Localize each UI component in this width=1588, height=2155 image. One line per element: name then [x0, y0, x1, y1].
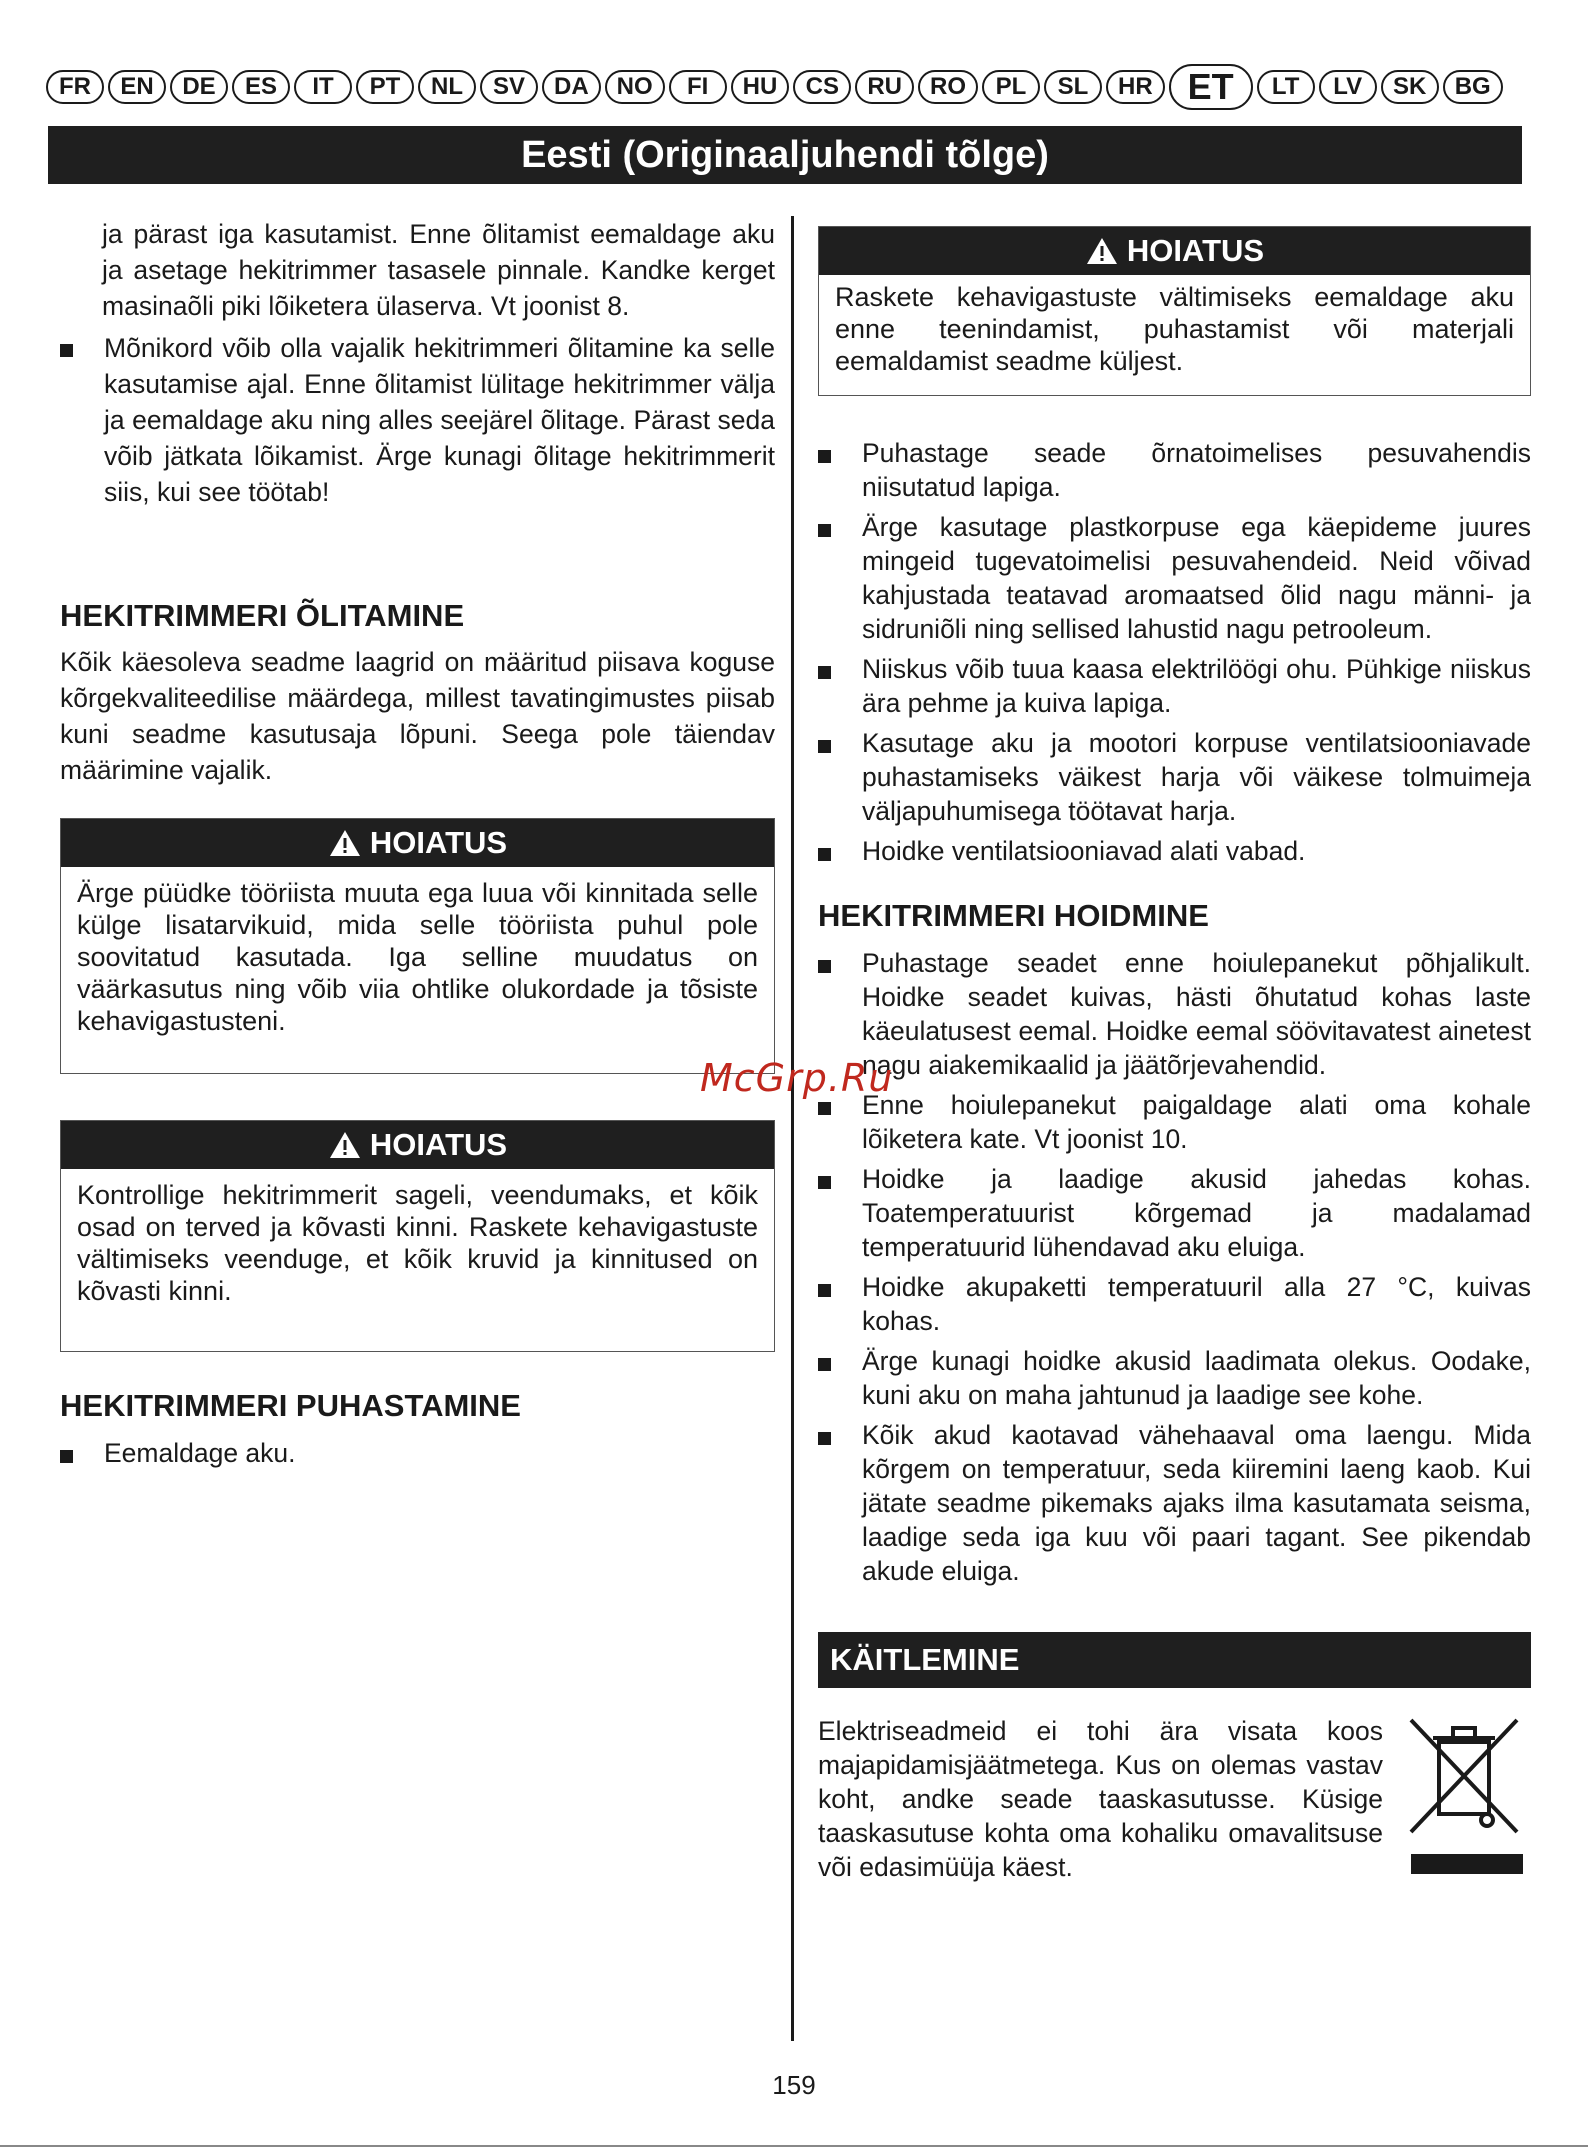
list-item: Mõnikord võib olla vajalik hekitrimmeri õlitamine ka selle kasutamise ajal. Enne õlitamist lülitage hekitrimmer välja ja eemaldage aku ning alles seejärel õlitage. Pärast seda võib jätkata lõikamist. Ärge kunagi õlitage hekitrimmerit siis, kui see töötab! [60, 330, 775, 510]
language-tab-hu[interactable]: HU [731, 70, 790, 104]
language-tab-pt[interactable]: PT [356, 70, 414, 104]
warning-header [61, 1121, 774, 1169]
heading-oiling: HEKITRIMMERI ÕLITAMINE [60, 598, 465, 633]
weee-bin-icon [1405, 1714, 1523, 1884]
warning-title: HOIATUS [1126, 233, 1265, 268]
language-tab-de[interactable]: DE [170, 70, 228, 104]
warning-box [60, 1120, 775, 1352]
language-tab-pl[interactable]: PL [982, 70, 1040, 104]
watermark: McGrp.Ru [700, 1056, 894, 1100]
language-tab-fi[interactable]: FI [669, 70, 727, 104]
list-item: Ärge kunagi hoidke akusid laadimata olekus. Oodake, kuni aku on maha jahtunud ja laadige see kohe. [818, 1344, 1531, 1412]
page-number: 159 [772, 2070, 816, 2100]
language-tab-it[interactable]: IT [294, 70, 352, 104]
list-item: Eemaldage aku. [60, 1436, 775, 1470]
language-tab-da[interactable]: DA [542, 70, 601, 104]
list-item: Hoidke akupaketti temperatuuril alla 27 °C, kuivas kohas. [818, 1270, 1531, 1338]
storage-list [818, 946, 1531, 1588]
language-tab-et[interactable]: ET [1169, 64, 1253, 110]
list-item: Puhastage seade õrnatoimelises pesuvahendis niisutatud lapiga. [818, 436, 1531, 504]
right-column [818, 226, 1531, 1884]
list-item: Kasutage aku ja mootori korpuse ventilatsiooniavade puhastamiseks väikest harja või väikese tolmuimeja väljapuhumisega töötavat harja. [818, 726, 1531, 828]
language-tab-lt[interactable]: LT [1257, 70, 1315, 104]
disposal-section [818, 1714, 1531, 1884]
language-tab-lv[interactable]: LV [1319, 70, 1377, 104]
warning-text: Ärge püüdke tööriista muuta ega luua või kinnitada selle külge lisatarvikuid, mida selle tööriista puhul pole soovitatud kasutada. Iga selline muudatus on väärkasutus ning võib viia ohtlike olukordade ja tõsiste kehavigastusteni. [77, 878, 758, 1036]
language-tab-sv[interactable]: SV [480, 70, 538, 104]
list-item: Niiskus võib tuua kaasa elektrilöögi ohu. Pühkige niiskus ära pehme ja kuiva lapiga. [818, 652, 1531, 720]
warning-title: HOIATUS [369, 825, 508, 860]
disposal-paragraph: Elektriseadmeid ei tohi ära visata koos majapidamisjäätmetega. Kus on olemas vastav koht, andke seade taaskasutusse. Küsige taaskasutuse kohta oma kohaliku omavalitsuse või edasimüüja käest. [818, 1716, 1383, 1882]
language-tab-bg[interactable]: BG [1443, 70, 1503, 104]
oiling-paragraph: Kõik käesoleva seadme laagrid on määritud piisava koguse kõrgekvaliteedilise määrdega, millest tavatingimustes piisab kuni seadme kasutusaja lõpuni. Seega pole täiendav määrimine vajalik. [60, 647, 775, 785]
language-tab-fr[interactable]: FR [46, 70, 104, 104]
cleaning-list [818, 436, 1531, 868]
language-tab-ro[interactable]: RO [918, 70, 978, 104]
warning-triangle-icon [328, 828, 362, 858]
intro-paragraph: ja pärast iga kasutamist. Enne õlitamist eemaldage aku ja asetage hekitrimmer tasasele pinnale. Kandke kerget masinaõli piki lõiketera ülaserva. Vt joonist 8. [102, 219, 775, 321]
warning-triangle-icon [328, 1130, 362, 1160]
warning-header [819, 227, 1530, 275]
list-item: Enne hoiulepanekut paigaldage alati oma kohale lõiketera kate. Vt joonist 10. [818, 1088, 1531, 1156]
list-item: Hoidke ventilatsiooniavad alati vabad. [818, 834, 1531, 868]
language-tab-cs[interactable]: CS [793, 70, 851, 104]
warning-title: HOIATUS [369, 1127, 508, 1162]
language-tab-ru[interactable]: RU [855, 70, 914, 104]
page-title: Eesti (Originaaljuhendi tõlge) [48, 126, 1522, 184]
list-item: Ärge kasutage plastkorpuse ega käepideme juures mingeid tugevatoimelisi pesuvahendeid. Neid võivad kahjustada teatavad aromaatsed õlid nagu männi- ja sidruniõli ning sellised lahustid nagu petrooleum. [818, 510, 1531, 646]
heading-disposal: KÄITLEMINE [818, 1632, 1531, 1688]
warning-box [60, 818, 775, 1074]
language-tab-sl[interactable]: SL [1044, 70, 1102, 104]
language-tab-no[interactable]: NO [605, 70, 665, 104]
warning-text: Raskete kehavigastuste vältimiseks eemaldage aku enne teenindamist, puhastamist või materjali eemaldamist seadme küljest. [835, 282, 1514, 376]
left-column [60, 216, 775, 1476]
warning-box [818, 226, 1531, 396]
warning-text: Kontrollige hekitrimmerit sageli, veendumaks, et kõik osad on terved ja kõvasti kinni. Raskete kehavigastuste vältimiseks veenduge, et kõik kruvid ja kinnitused on kõvasti kinni. [77, 1180, 758, 1306]
warning-triangle-icon [1085, 236, 1119, 266]
language-tabs [46, 68, 1544, 106]
language-tab-sk[interactable]: SK [1381, 70, 1439, 104]
heading-storage: HEKITRIMMERI HOIDMINE [818, 898, 1209, 933]
heading-cleaning: HEKITRIMMERI PUHASTAMINE [60, 1388, 521, 1423]
bottom-rule [0, 2145, 1588, 2147]
list-item: Kõik akud kaotavad vähehaaval oma laengu. Mida kõrgem on temperatuur, seda kiiremini laeng kaob. Kui jätate seadme pikemaks ajaks ilma kasutamata seisma, laadige seda iga kuu või paari tagant. See pikendab akude eluiga. [818, 1418, 1531, 1588]
language-tab-en[interactable]: EN [108, 70, 166, 104]
list-item: Hoidke ja laadige akusid jahedas kohas. Toatemperatuurist kõrgemad ja madalamad temperatuurid lühendavad aku eluiga. [818, 1162, 1531, 1264]
language-tab-es[interactable]: ES [232, 70, 290, 104]
language-tab-nl[interactable]: NL [418, 70, 476, 104]
language-tab-hr[interactable]: HR [1106, 70, 1165, 104]
column-divider [791, 216, 794, 2041]
list-item: Puhastage seadet enne hoiulepanekut põhjalikult. Hoidke seadet kuivas, hästi õhutatud kohas laste käeulatusest eemal. Hoidke eemal söövitavatest ainetest nagu aiakemikaalid ja jäätõrjevahendid. [818, 946, 1531, 1082]
warning-header [61, 819, 774, 867]
